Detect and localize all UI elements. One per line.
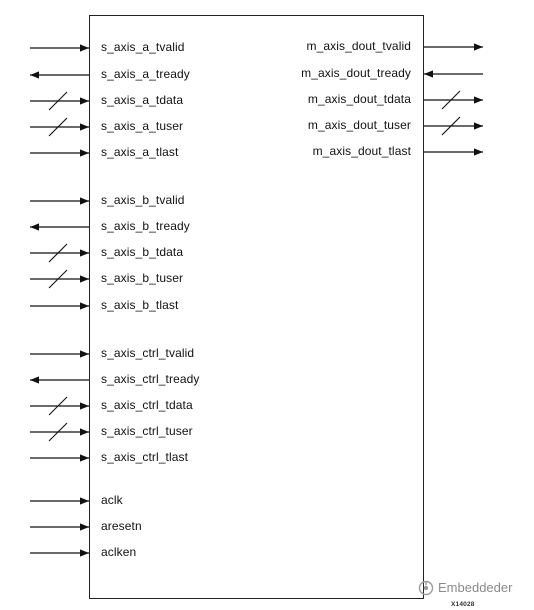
port-label-s-axis-b-tvalid: s_axis_b_tvalid [101, 193, 185, 207]
arrow-m-axis-dout-tvalid-icon [474, 43, 483, 50]
port-label-aresetn: aresetn [101, 519, 142, 533]
port-label-m-axis-dout-tuser: m_axis_dout_tuser [307, 118, 411, 132]
port-label-s-axis-ctrl-tready: s_axis_ctrl_tready [101, 372, 200, 386]
port-label-m-axis-dout-tdata: m_axis_dout_tdata [307, 92, 411, 106]
arrow-s-axis-b-tlast-icon [80, 302, 89, 309]
watermark [418, 579, 512, 597]
port-label-s-axis-ctrl-tlast: s_axis_ctrl_tlast [101, 450, 189, 464]
watermark-text: Embeddeder [438, 580, 513, 595]
arrow-s-axis-a-tready-icon [30, 71, 39, 78]
port-label-m-axis-dout-tvalid: m_axis_dout_tvalid [306, 39, 411, 53]
port-label-s-axis-ctrl-tvalid: s_axis_ctrl_tvalid [101, 346, 195, 360]
port-label-m-axis-dout-tlast: m_axis_dout_tlast [312, 144, 411, 158]
arrow-s-axis-b-tdata-icon [80, 249, 89, 256]
arrow-m-axis-dout-tready-icon [424, 70, 433, 77]
arrow-s-axis-b-tvalid-icon [80, 197, 89, 204]
port-label-s-axis-a-tuser: s_axis_a_tuser [101, 119, 184, 133]
arrow-s-axis-a-tdata-icon [80, 97, 89, 104]
figure-id: X14028 [451, 601, 475, 608]
port-label-s-axis-a-tdata: s_axis_a_tdata [101, 93, 184, 107]
port-label-s-axis-ctrl-tuser: s_axis_ctrl_tuser [101, 424, 193, 438]
arrow-s-axis-ctrl-tdata-icon [80, 402, 89, 409]
port-label-s-axis-ctrl-tdata: s_axis_ctrl_tdata [101, 398, 193, 412]
arrow-s-axis-ctrl-tlast-icon [80, 454, 89, 461]
arrow-aresetn-icon [80, 523, 89, 530]
port-label-s-axis-a-tvalid: s_axis_a_tvalid [101, 40, 185, 54]
port-label-aclken: aclken [101, 545, 137, 559]
port-label-aclk: aclk [101, 493, 123, 507]
port-label-s-axis-b-tdata: s_axis_b_tdata [101, 245, 184, 259]
arrow-s-axis-a-tuser-icon [80, 123, 89, 130]
arrow-s-axis-b-tready-icon [30, 223, 39, 230]
port-label-s-axis-a-tlast: s_axis_a_tlast [101, 145, 179, 159]
arrow-s-axis-ctrl-tready-icon [30, 376, 39, 383]
port-label-m-axis-dout-tready: m_axis_dout_tready [301, 66, 411, 80]
arrow-aclken-icon [80, 549, 89, 556]
arrow-s-axis-ctrl-tvalid-icon [80, 350, 89, 357]
arrow-m-axis-dout-tdata-icon [474, 96, 483, 103]
arrow-s-axis-a-tvalid-icon [80, 44, 89, 51]
port-label-s-axis-b-tuser: s_axis_b_tuser [101, 271, 184, 285]
port-label-s-axis-a-tready: s_axis_a_tready [101, 67, 190, 81]
port-label-s-axis-b-tready: s_axis_b_tready [101, 219, 190, 233]
arrow-aclk-icon [80, 497, 89, 504]
arrow-m-axis-dout-tlast-icon [474, 148, 483, 155]
arrow-s-axis-ctrl-tuser-icon [80, 428, 89, 435]
arrow-m-axis-dout-tuser-icon [474, 122, 483, 129]
arrow-s-axis-a-tlast-icon [80, 149, 89, 156]
arrow-s-axis-b-tuser-icon [80, 275, 89, 282]
port-label-s-axis-b-tlast: s_axis_b_tlast [101, 298, 179, 312]
wechat-icon [418, 580, 434, 596]
